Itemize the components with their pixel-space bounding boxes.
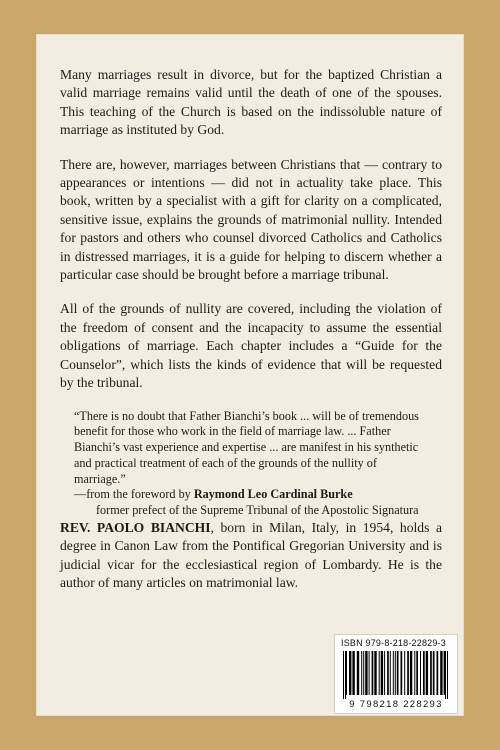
barcode-bar <box>420 651 421 695</box>
isbn-label: ISBN 979-8-218-22829-3 <box>341 638 446 648</box>
back-cover-text <box>60 66 442 609</box>
barcode-bar <box>381 651 383 695</box>
barcode-guard-bar <box>445 651 446 699</box>
barcode-bar <box>346 651 347 695</box>
author-name: REV. PAOLO BIANCHI <box>60 520 211 536</box>
grounds-paragraph: All of the grounds of nullity are covered, including the violation of the freedom of consent and the incapacity to assume the essential obligations of marriage. Each chapter includes a “Guide for the Counselor”, which lists the kinds of evidence that will be requested by the tribunal. <box>60 301 442 391</box>
author-bio <box>60 519 442 593</box>
barcode-bar <box>410 651 412 695</box>
barcode-bar <box>407 651 409 695</box>
barcode-bar <box>437 651 439 695</box>
barcode-guard-bar <box>343 651 344 699</box>
barcode-bar <box>374 651 376 695</box>
barcode-bar <box>372 651 374 695</box>
barcode-bar <box>369 651 370 695</box>
barcode-bar <box>423 651 425 695</box>
barcode-bar <box>393 651 394 695</box>
barcode-bar <box>363 651 364 695</box>
barcode-bar <box>361 651 362 695</box>
barcode-bar <box>414 651 415 695</box>
barcode-guard-bar <box>447 651 448 699</box>
quote-text: “There is no doubt that Father Bianchi’s book ... will be of tremendous benefit for those who work in the field of marriage law. ... Father Bianchi’s vast experience and expertise ... are manifest in his synthetic and practical treatment of each of the grounds of the nullity of marriage.” <box>74 408 419 486</box>
quote-affiliation: former prefect of the Supreme Tribunal of the Apostolic Signatura <box>96 503 419 518</box>
barcode-bar <box>390 651 391 695</box>
book-description-paragraph: There are, however, marriages between Christians that — contrary to appearances or intentions — did not in actuality take place. This book, written by a specialist with a gift for clarity on a complicated, sensitive issue, explains the grounds of matrimonial nullity. Intended for pastors and others who counsel divorced Catholics and Catholics in distressed marriages, it is a guide for helping to discern whether a particular case should be brought before a marriage tribunal. <box>60 156 442 283</box>
endorsement-quote <box>74 409 430 520</box>
barcode-bar <box>430 651 432 695</box>
barcode-guard-bar <box>345 651 346 699</box>
barcode-bar <box>387 651 389 695</box>
barcode-bar <box>426 651 428 695</box>
barcode-bar <box>379 651 380 695</box>
author-bio-text: , born in Milan, Italy, in 1954, holds a degree in Canon Law from the Pontifical Gregorian University and is judicial vicar for the ecclesiastical region of Lombardy. He is the author of many articles on matrimonial law. <box>60 520 443 591</box>
isbn-barcode <box>334 634 458 714</box>
barcode-bar <box>357 651 359 695</box>
quote-source-name: Raymond Leo Cardinal Burke <box>193 487 353 502</box>
barcode-bar <box>401 651 403 695</box>
barcode-bar <box>352 651 354 695</box>
quote-source-prefix: —from the foreword by <box>74 487 194 502</box>
barcode-bar <box>365 651 367 695</box>
barcode-bar <box>395 651 396 695</box>
barcode-bar <box>404 651 405 695</box>
barcode-bar <box>440 651 442 695</box>
barcode-bar <box>349 651 351 695</box>
barcode-bar <box>416 651 418 695</box>
intro-paragraph: Many marriages result in divorce, but for the baptized Christian a valid marriage remains valid until the death of one of the spouses. This teaching of the Church is based on the indissoluble nature of marriage as instituted by God. <box>60 67 442 138</box>
barcode-digits: 9 798218 228293 <box>349 699 443 710</box>
barcode-bar <box>433 651 435 695</box>
barcode-bar <box>397 651 399 695</box>
barcode-bar <box>384 651 385 695</box>
quote-source <box>74 487 430 503</box>
barcode-bars <box>341 651 451 699</box>
back-cover-panel <box>36 34 464 716</box>
